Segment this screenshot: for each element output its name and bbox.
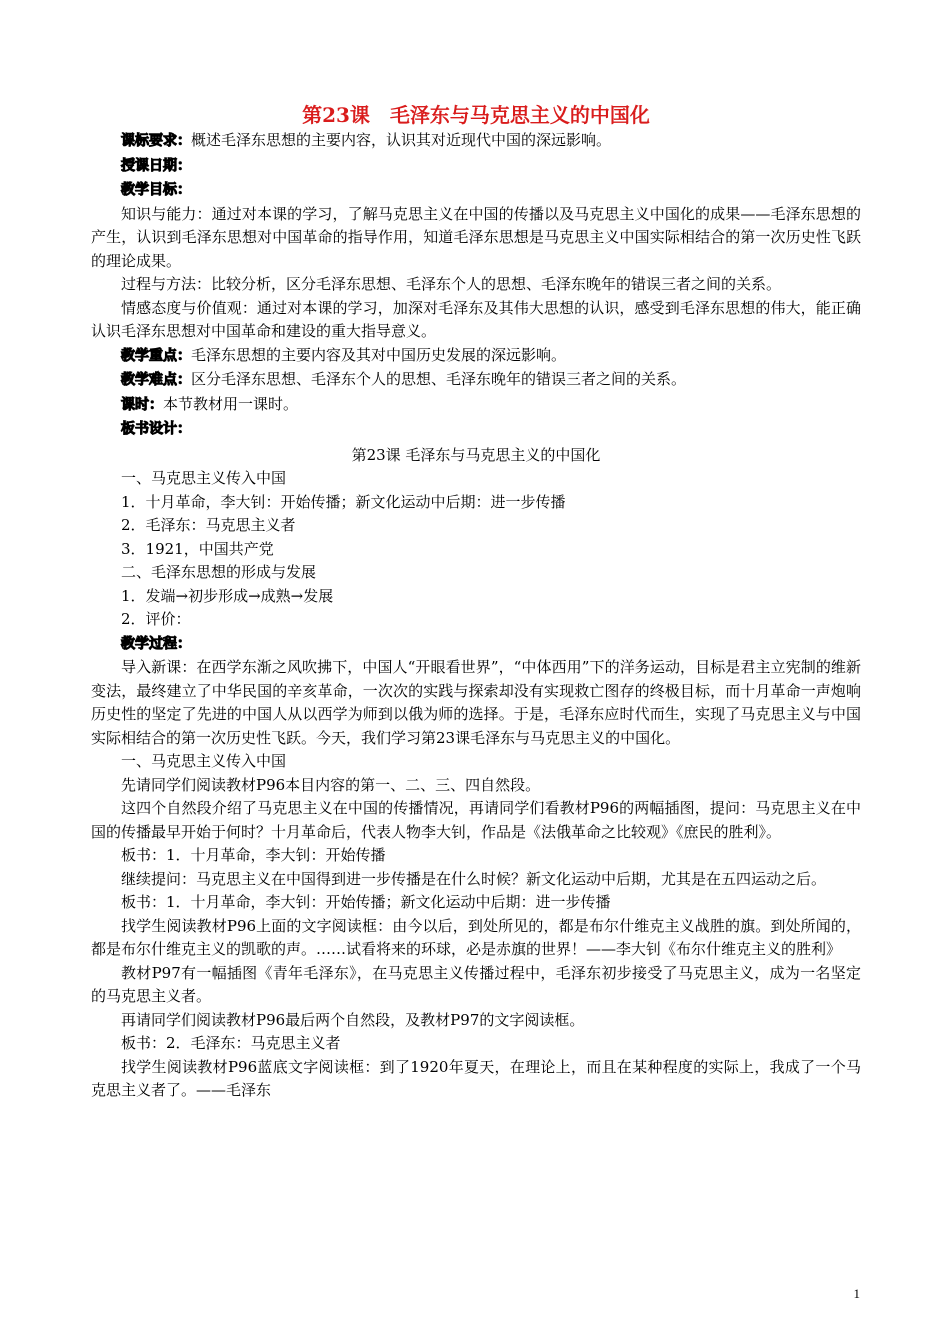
- curriculum-requirement-text: 概述毛泽东思想的主要内容，认识其对近现代中国的深远影响。: [191, 131, 612, 149]
- body-paragraph: 教材P97有一幅插图《青年毛泽东》，在马克思主义传播过程中，毛泽东初步接受了马克思主义，成为一名坚定的马克思主义者。: [91, 963, 861, 1005]
- body-paragraph: 一、马克思主义传入中国: [121, 752, 287, 770]
- body-paragraph: 这四个自然段介绍了马克思主义在中国的传播情况，再请同学们看教材P96的两幅插图，提问：马克思主义在中国的传播最早开始于何时？十月革命后，代表人物李大钊，作品是《法俄革命之比较观》《庶民的胜利》。: [91, 799, 861, 841]
- teaching-date: [91, 154, 861, 179]
- curriculum-requirement-label: 课标要求：: [121, 133, 191, 149]
- lesson-title: 第23课 毛泽东与马克思主义的中国化: [302, 103, 650, 127]
- body-paragraph: 先请同学们阅读教材P96本目内容的第一、二、三、四自然段。: [121, 775, 541, 794]
- board-title: 第23课 毛泽东与马克思主义的中国化: [351, 445, 601, 464]
- page-number: 1: [853, 1286, 860, 1301]
- teaching-key-point-label: 教学重点：: [121, 347, 191, 364]
- teaching-goals-heading: [91, 178, 861, 203]
- board-item: 2．毛泽东：马克思主义者: [121, 516, 296, 534]
- body-paragraph: 板书：1．十月革命，李大钊：开始传播；新文化运动中后期：进一步传播: [121, 893, 611, 911]
- class-hours: [91, 393, 861, 418]
- body-paragraph: 找学生阅读教材P96蓝底文字阅读框：到了1920年夏天，在理论上，而且在某种程度的实际上，我成了一个马克思主义者了。——毛泽东: [91, 1057, 861, 1099]
- board-item: 一、马克思主义传入中国: [121, 469, 287, 487]
- class-hours-text: 本节教材用一课时。: [163, 394, 299, 413]
- body-paragraph: 找学生阅读教材P96上面的文字阅读框：由今以后，到处所见的，都是布尔什维克主义战胜的旗。到处所闻的，都是布尔什维克主义的凯歌的声。……试看将来的环球，必是赤旗的世界！——李大钊《布尔什维克主义的胜利》: [91, 916, 861, 958]
- body-paragraph: 继续提问：马克思主义在中国得到进一步传播是在什么时候？新文化运动中后期，尤其是在五四运动之后。: [121, 869, 827, 888]
- board-item: 1．十月革命，李大钊：开始传播；新文化运动中后期：进一步传播: [121, 492, 566, 511]
- board-item: 1．发端→初步形成→成熟→发展: [121, 586, 334, 605]
- teaching-key-point: [91, 344, 861, 369]
- teaching-difficulty-label: 教学难点：: [121, 372, 191, 388]
- goal-emotion: 情感态度与价值观：通过对本课的学习，加深对毛泽东及其伟大思想的认识，感受到毛泽东思想的伟大，能正确认识毛泽东思想对中国革命和建设的重大指导意义。: [91, 298, 861, 340]
- board-item: 二、毛泽东思想的形成与发展: [121, 563, 317, 581]
- board-design-label: 板书设计：: [121, 421, 191, 437]
- curriculum-requirement: [91, 129, 861, 154]
- goal-process: 过程与方法：比较分析，区分毛泽东思想、毛泽东个人的思想、毛泽东晚年的错误三者之间的关系。: [121, 275, 782, 293]
- teaching-process-label: 教学过程：: [121, 635, 191, 652]
- teaching-difficulty: [91, 368, 861, 393]
- teaching-difficulty-text: 区分毛泽东思想、毛泽东个人的思想、毛泽东晚年的错误三者之间的关系。: [191, 370, 687, 388]
- class-hours-label: 课时：: [121, 396, 163, 413]
- board-item: 3．1921，中国共产党: [121, 539, 274, 558]
- document-body: [91, 101, 861, 1103]
- board-item: 2．评价：: [121, 610, 191, 628]
- body-paragraph: 板书：2．毛泽东：马克思主义者: [121, 1034, 341, 1052]
- body-paragraph: 再请同学们阅读教材P96最后两个自然段，及教材P97的文字阅读框。: [121, 1010, 585, 1029]
- teaching-goals-label: 教学目标：: [121, 182, 191, 198]
- teaching-key-point-text: 毛泽东思想的主要内容及其对中国历史发展的深远影响。: [191, 345, 567, 364]
- board-design-heading: [91, 417, 861, 442]
- goal-knowledge: 知识与能力：通过对本课的学习，了解马克思主义在中国的传播以及马克思主义中国化的成果——毛泽东思想的产生，认识到毛泽东思想对中国革命的指导作用，知道毛泽东思想是马克思主义中国实际相结合的第一次历史性飞跃的理论成果。: [91, 204, 861, 270]
- teaching-date-label: 授课日期：: [121, 157, 191, 174]
- teaching-process-heading: [91, 632, 861, 657]
- body-paragraph: 板书：1．十月革命，李大钊：开始传播: [121, 846, 386, 864]
- body-paragraph: 导入新课：在西学东渐之风吹拂下，中国人“开眼看世界”，“中体西用”下的洋务运动，目标是君主立宪制的维新变法，最终建立了中华民国的辛亥革命，一次次的实践与探索却没有实现救亡图存的终极目标，而十月革命一声炮响历史性的坚定了先进的中国人从以西学为师到以俄为师的选择。于是，毛泽东应时代而生，实现了马克思主义与中国实际相结合的第一次历史性飞跃。今天，我们学习第23课毛泽东与马克思主义的中国化。: [91, 658, 861, 747]
